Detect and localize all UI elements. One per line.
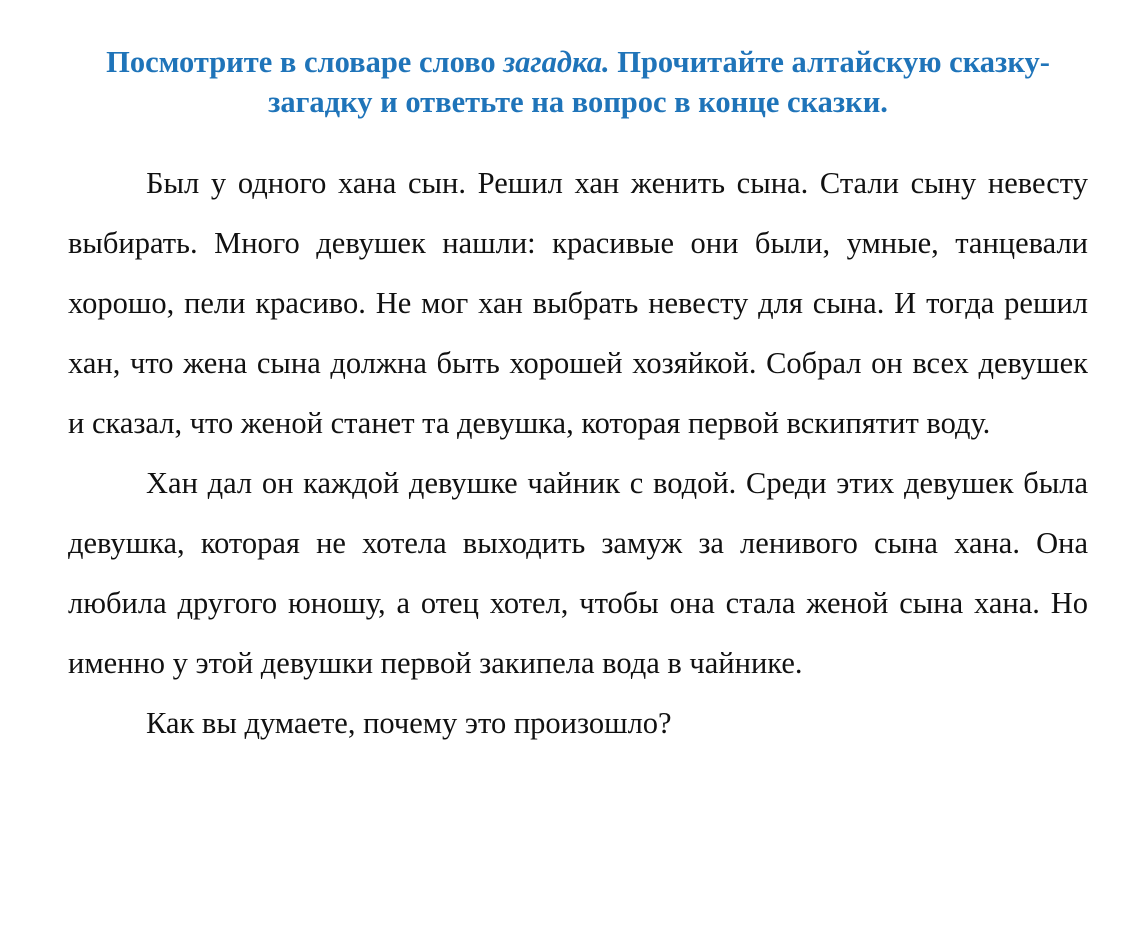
heading-emphasis-word: загадка.	[503, 45, 610, 79]
task-heading	[60, 42, 1096, 122]
heading-text-part2: Прочитайте алтайскую сказку-загадку и ответьте на вопрос в конце сказки.	[268, 45, 1050, 119]
story-text	[68, 153, 1088, 753]
story-question: Как вы думаете, почему это произошло?	[146, 706, 672, 740]
heading-text-part1: Посмотрите в словаре слово	[106, 45, 504, 79]
story-paragraph-2: Хан дал он каждой девушке чайник с водой. Среди этих девушек была девушка, которая не хотела выходить замуж за ленивого сына хана. Она любила другого юношу, а отец хотел, чтобы она стала женой сына хана. Но именно у этой девушки первой закипела вода в чайнике.	[68, 466, 1088, 680]
story-paragraph-1: Был у одного хана сын. Решил хан женить сына. Стали сыну невесту выбирать. Много девушек нашли: красивые они были, умные, танцевали хорошо, пели красиво. Не мог хан выбрать невесту для сына. И тогда решил хан, что жена сына должна быть хорошей хозяйкой. Собрал он всех девушек и сказал, что женой станет та девушка, которая первой вскипятит воду.	[68, 166, 1088, 440]
